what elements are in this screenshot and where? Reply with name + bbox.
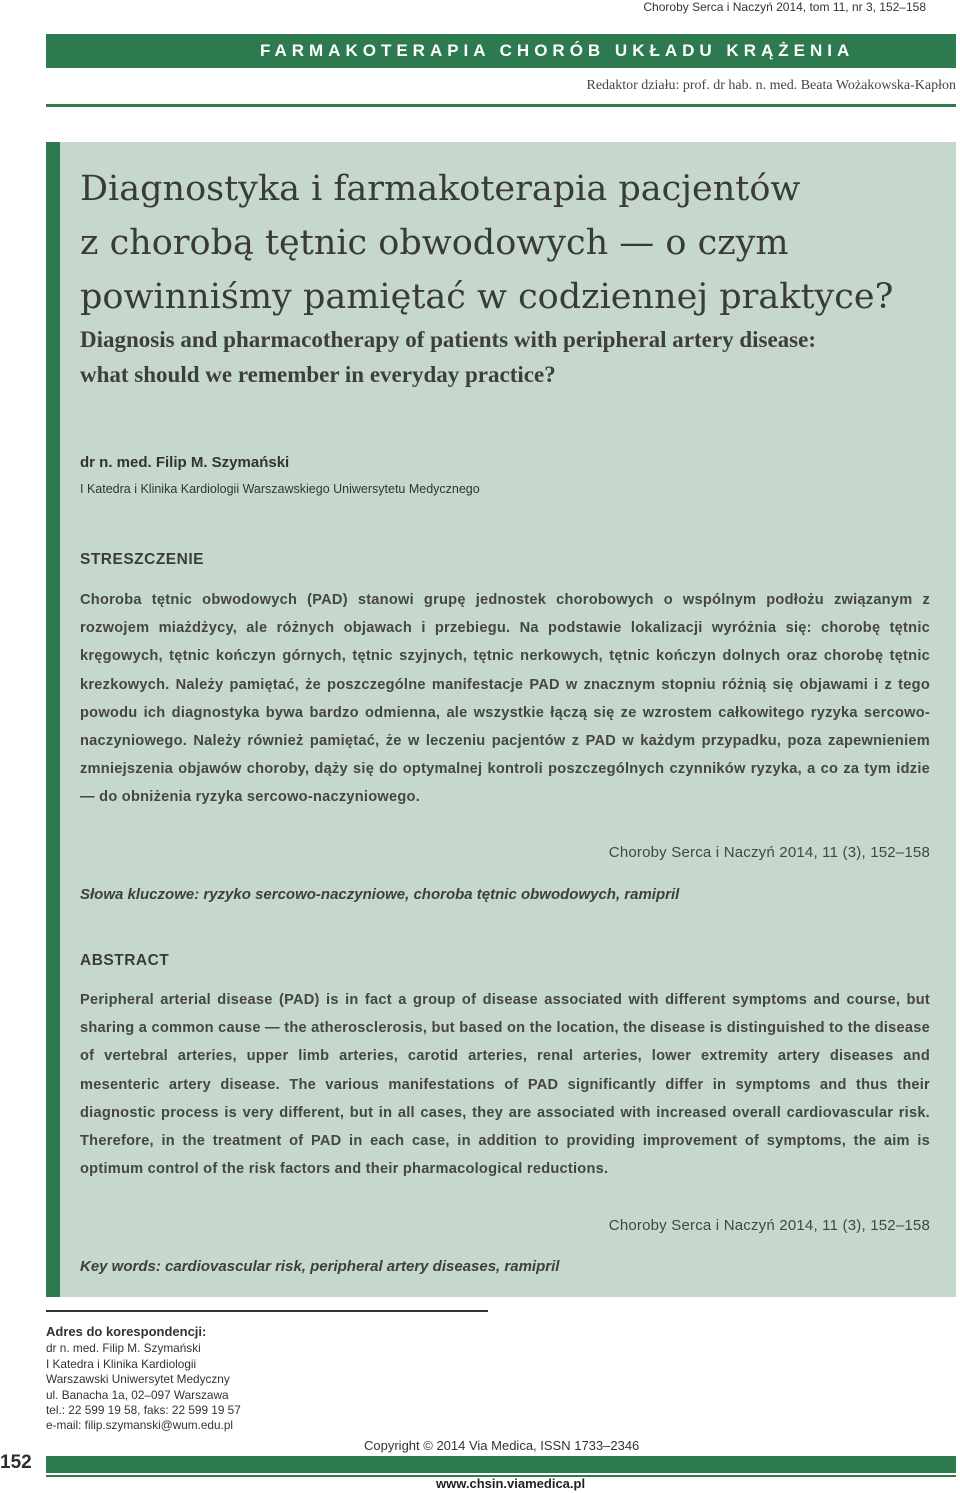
streszczenie-text: Choroba tętnic obwodowych (PAD) stanowi grupę jednostek chorobowych o wspólnym podłożu związanym z rozwojem miażdżycy, ale różnych objawach i przebiegu. Na podstawie lokalizacji wyróżnia się: chorobę tętnic kręgowych, tętnic kończyn górnych, tętnic szyjnych, tętnic nerkowych, tętnic kończyn dolnych oraz chorobę tętnic krezkowych. Należy pamiętać, że poszczególne manifestacje PAD w znacznym stopniu różnią się objawami i z tego powodu ich diagnostyka bywa bardzo odmienna, ale wszystkie łączą się ze wzrostem całkowitego ryzyka sercowo-naczyniowego. Należy również pamiętać, że w leczeniu pacjentów z PAD w każdym przypadku, poza zapewnieniem zmniejszenia objawów choroby, dąży się do optymalnej kontroli poszczególnych czynników ryzyka, a co za tym idzie — do obniżenia ryzyka sercowo-naczyniowego. [80, 592, 930, 806]
author-affiliation: I Katedra i Klinika Kardiologii Warszawskiego Uniwersytetu Medycznego [80, 482, 480, 496]
correspondence-block [46, 1324, 241, 1434]
author-name: dr n. med. Filip M. Szymański [80, 454, 290, 471]
correspondence-line: tel.: 22 599 19 58, faks: 22 599 19 57 [46, 1403, 241, 1418]
streszczenie-citation: Choroby Serca i Naczyń 2014, 11 (3), 152–158 [608, 844, 930, 861]
journal-website-link[interactable]: www.chsin.viamedica.pl [436, 1476, 586, 1491]
panel-accent-edge [46, 142, 60, 1297]
title-pl-line: powinniśmy pamiętać w codziennej praktyce? [80, 277, 894, 317]
abstract-text: Peripheral arterial disease (PAD) is in fact a group of disease associated with different symptoms and course, but sharing a common cause — the atherosclerosis, but based on the location, the disease is distinguished to the disease of vertebral arteries, upper limb arteries, carotid arteries, renal arteries, lower extremity artery diseases and mesenteric artery disease. The various manifestations of PAD significantly differ in symptoms and thus their diagnostic process is very different, but in all cases, they are associated with increased overall cardiovascular risk. Therefore, in the treatment of PAD in each case, in addition to providing improvement of symptoms, the aim is optimum control of the risk factors and their pharmacological reductions. [80, 992, 930, 1178]
correspondence-line: dr n. med. Filip M. Szymański [46, 1341, 201, 1356]
abstract-keywords [80, 1258, 930, 1275]
page-number: 152 [0, 1452, 32, 1473]
streszczenie-keywords [80, 886, 930, 903]
title-en-line: Diagnosis and pharmacotherapy of patients with peripheral artery disease: [80, 327, 816, 352]
abstract-citation: Choroby Serca i Naczyń 2014, 11 (3), 152–158 [608, 1217, 930, 1234]
abstract-heading: ABSTRACT [80, 952, 170, 969]
title-pl-line: Diagnostyka i farmakoterapia pacjentów [80, 169, 801, 209]
correspondence-line: ul. Banacha 1a, 02–097 Warszawa [46, 1387, 229, 1402]
title-pl-line: z chorobą tętnic obwodowych — o czym [80, 223, 789, 263]
keywords-label: Słowa kluczowe: [80, 886, 200, 903]
article-title-polish [80, 162, 930, 324]
copyright-notice: Copyright © 2014 Via Medica, ISSN 1733–2346 [364, 1438, 640, 1453]
footer-bar [46, 1456, 956, 1473]
correspondence-label: Adres do korespondencji: [46, 1324, 207, 1339]
title-en-line: what should we remember in everyday practice? [80, 362, 556, 387]
section-header-bar: FARMAKOTERAPIA CHORÓB UKŁADU KRĄŻENIA [46, 34, 956, 68]
correspondence-line: Warszawski Uniwersytet Medyczny [46, 1372, 230, 1387]
header-rule [46, 104, 956, 107]
journal-reference: Choroby Serca i Naczyń 2014, tom 11, nr 3, 152–158 [643, 0, 926, 14]
article-title-english [80, 322, 930, 392]
keywords-label: Key words: [80, 1258, 161, 1275]
section-editor: Redaktor działu: prof. dr hab. n. med. Beata Wożakowska-Kapłon [586, 78, 956, 93]
correspondence-line: I Katedra i Klinika Kardiologii [46, 1356, 197, 1371]
correspondence-rule [46, 1310, 488, 1312]
streszczenie-heading: STRESZCZENIE [80, 551, 204, 568]
correspondence-email: e-mail: filip.szymanski@wum.edu.pl [46, 1418, 234, 1433]
keywords-value: cardiovascular risk, peripheral artery diseases, ramipril [165, 1258, 560, 1275]
keywords-value: ryzyko sercowo-naczyniowe, choroba tętnic obwodowych, ramipril [203, 886, 680, 903]
